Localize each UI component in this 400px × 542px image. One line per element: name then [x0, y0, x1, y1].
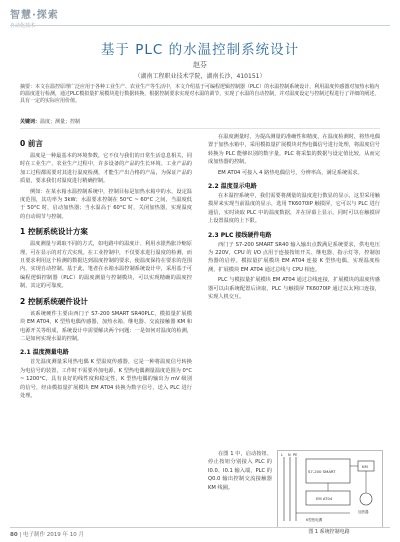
figure-caption: 图 1 系统控制电路 — [308, 529, 350, 535]
paper-title: 基于 PLC 的水温控制系统设计 — [100, 42, 300, 58]
keywords-text: 温度；测量；控制 — [40, 119, 81, 125]
column-name: 自动化技术 — [10, 23, 36, 29]
label-em: EM AT04 — [316, 496, 333, 501]
page-number: 80 — [10, 532, 18, 538]
section-2-2-paragraph-1: 在本温控系统中，我们需要将测量的温度进行数显的显示，这里采用触摸屏来实现当前温度的显示，选用 TK6070IP 触摸屏，它可以与 PLC 进行通信，实时读取 PLC 中的温度数据，并在屏幕上显示。同时可以在触摸屏上设置温度的上下限。 — [208, 193, 380, 225]
section-0-paragraph-2: 例如：在某水箱水温控制系统中，控制目标是加热水箱中的水，设定温度范围，其功率为 3kW；水温要求控制在 50°C ~ 60°C 之间，当温度低于 50°C 时，启动加热器；当水温高于 60°C 时，关闭加热器，实现温度的自动调节与控制。 — [20, 188, 192, 220]
label-thermocouple: K型热电偶 — [306, 518, 323, 522]
section-0-title: 0 前言 — [20, 139, 43, 148]
keywords-label: 关键词： — [20, 119, 41, 125]
figure-note — [208, 450, 272, 494]
section-2-2-title: 2.2 温度显示电路 — [208, 183, 257, 191]
label-n: N — [288, 453, 291, 457]
paper-affiliation: （湖南工程职业技术学院，湖南长沙，410151） — [134, 73, 266, 80]
abstract-divider — [20, 128, 380, 129]
section-0-paragraph-1: 温度是一种最基本的环境参数，它不仅与我们的日常生活息息相关，同时在工业生产、农业生产过程中，许多设备的产品的生长环境、工业产品的加工过程都需要对其进行温度检测，才能生产出合格的产品，为保证产品的质量，要求我们对温度进行精确控制。 — [20, 153, 192, 185]
section-2-1-paragraph-1: 首先温度测量采用热电偶 K 型温度传感器，它是一种将温度信号转换为电信号的装置，工作时不需要外加电源，K 型热电偶测量温度范围为 0°C ~ 1200°C，具有良好的线性度和稳定性，K 型热电偶的输出为 mV 级别的信号，经由模拟量扩展模块 EM AT04 转换为数字信号，送入 PLC 进行处理。 — [20, 359, 192, 399]
circuit-figure — [277, 450, 383, 528]
section-2-3-paragraph-1: 西门子 S7-200 SMART SR40 输入输出点数满足系统要求，供电电压为 220V，CPU 的 I/O 点用于连接按钮开关、继电器、指示灯等，控制加热器的启停。模拟量扩展模块 EM AT04 连接 K 型热电偶，实现温度检测，扩展模块 EM AT04 通过总线与 CPU 相连。 — [208, 241, 380, 273]
label-heater: 加热器 — [358, 510, 369, 514]
section-2-paragraph-1: 该系统硬件主要由西门子 S7-200 SMART SR40PLC，模拟量扩展模块 EM AT04，K 型热电偶传感器，加热水箱、继电器、交流接触器 KM 和电源开关等组成，系统设计中需要解决两个问题：一是如何对温度的检测，二是如何实现水温的控制。 — [20, 310, 192, 342]
section-2-title: 2 控制系统硬件设计 — [20, 296, 88, 306]
section-1-title: 1 控制系统设计方案 — [20, 227, 88, 237]
footer-divider — [10, 527, 390, 528]
paper-abstract: 摘要：本文在温控原理广泛应用于各种工业生产、农业生产等生活中，本文介绍基于可编程逻辑控制器（PLC）的水温控制系统设计，利用温度传感器对加热水箱内的温度进行检测，通过PLC模拟量扩展模块进行数据转换，根据控制要求实现对水温的调节，实现了水温的自动控制，并对温度设定与控制过程进行了详细的阐述，具有一定的实际应用价值。 — [20, 84, 380, 105]
section-2-1-title: 2.1 温度测量电路 — [20, 349, 69, 357]
label-l: L — [281, 453, 283, 457]
circuit-diagram — [278, 451, 382, 527]
heater-symbol — [360, 493, 372, 505]
right-paragraph-1: 在温度测量时，为提高测量的准确性和精度，在温度检测时，将热电偶置于加热水箱中，采用模拟量扩展模块对热电偶信号进行处理，将温度信号转换为 PLC 能够识别的数字量，PLC 将采集的数据与设定值比较，从而完成加热器的控制。 — [208, 134, 380, 166]
paper-author: 赵芬 — [193, 61, 207, 69]
journal-brand: 智慧·探索 — [10, 10, 59, 21]
section-1-paragraph-1: 温度测量与调取不同的方式，如电路中的温度计、利用水银热胀冷缩原理，可在显示的对方式实现。在工业控制中，不仅要求进行温度的检测，而且要求利用这个检测的数据达到温度控制的要求，使温度保持在要求的范围内，实现自动控制。基于此，笔者在水箱水温控制系统设计中，采用基于可编程逻辑控制器（PLC）的温度测量与控制模块，可以实现精确的温度控制，其定的可靠度。 — [20, 241, 192, 290]
section-2-3-paragraph-2: PLC 与模拟量扩展模块 EM AT04 通过总线连接，扩展模块的温度传感器可以由系统配置后读取，PLC 与触摸屏 TK6070IP 通过以太网口连接，实现人机交互。 — [208, 277, 380, 301]
footer — [10, 530, 390, 538]
journal-info: | 电子制作 2019 年 10 月 — [19, 532, 84, 538]
header-divider — [10, 25, 390, 26]
label-plc: S7-200 SMART — [308, 469, 336, 474]
left-column — [20, 133, 192, 402]
right-column — [208, 133, 380, 304]
right-paragraph-2: EM AT04 可接入 4 路热电偶信号，分辨率高，满足系统需求。 — [218, 169, 363, 176]
label-pe: PE — [293, 453, 298, 457]
label-km: KM — [362, 464, 368, 469]
figure-note-text: 在图 1 中，启动按钮、停止按钮分别接入 PLC 的 I0.0、I0.1 输入端，PLC 的 Q0.0 输出控制交流接触器 KM 线圈。 — [208, 451, 272, 491]
section-2-3-title: 2.3 PLC 接线硬件电路 — [208, 231, 272, 239]
keywords — [20, 118, 80, 125]
